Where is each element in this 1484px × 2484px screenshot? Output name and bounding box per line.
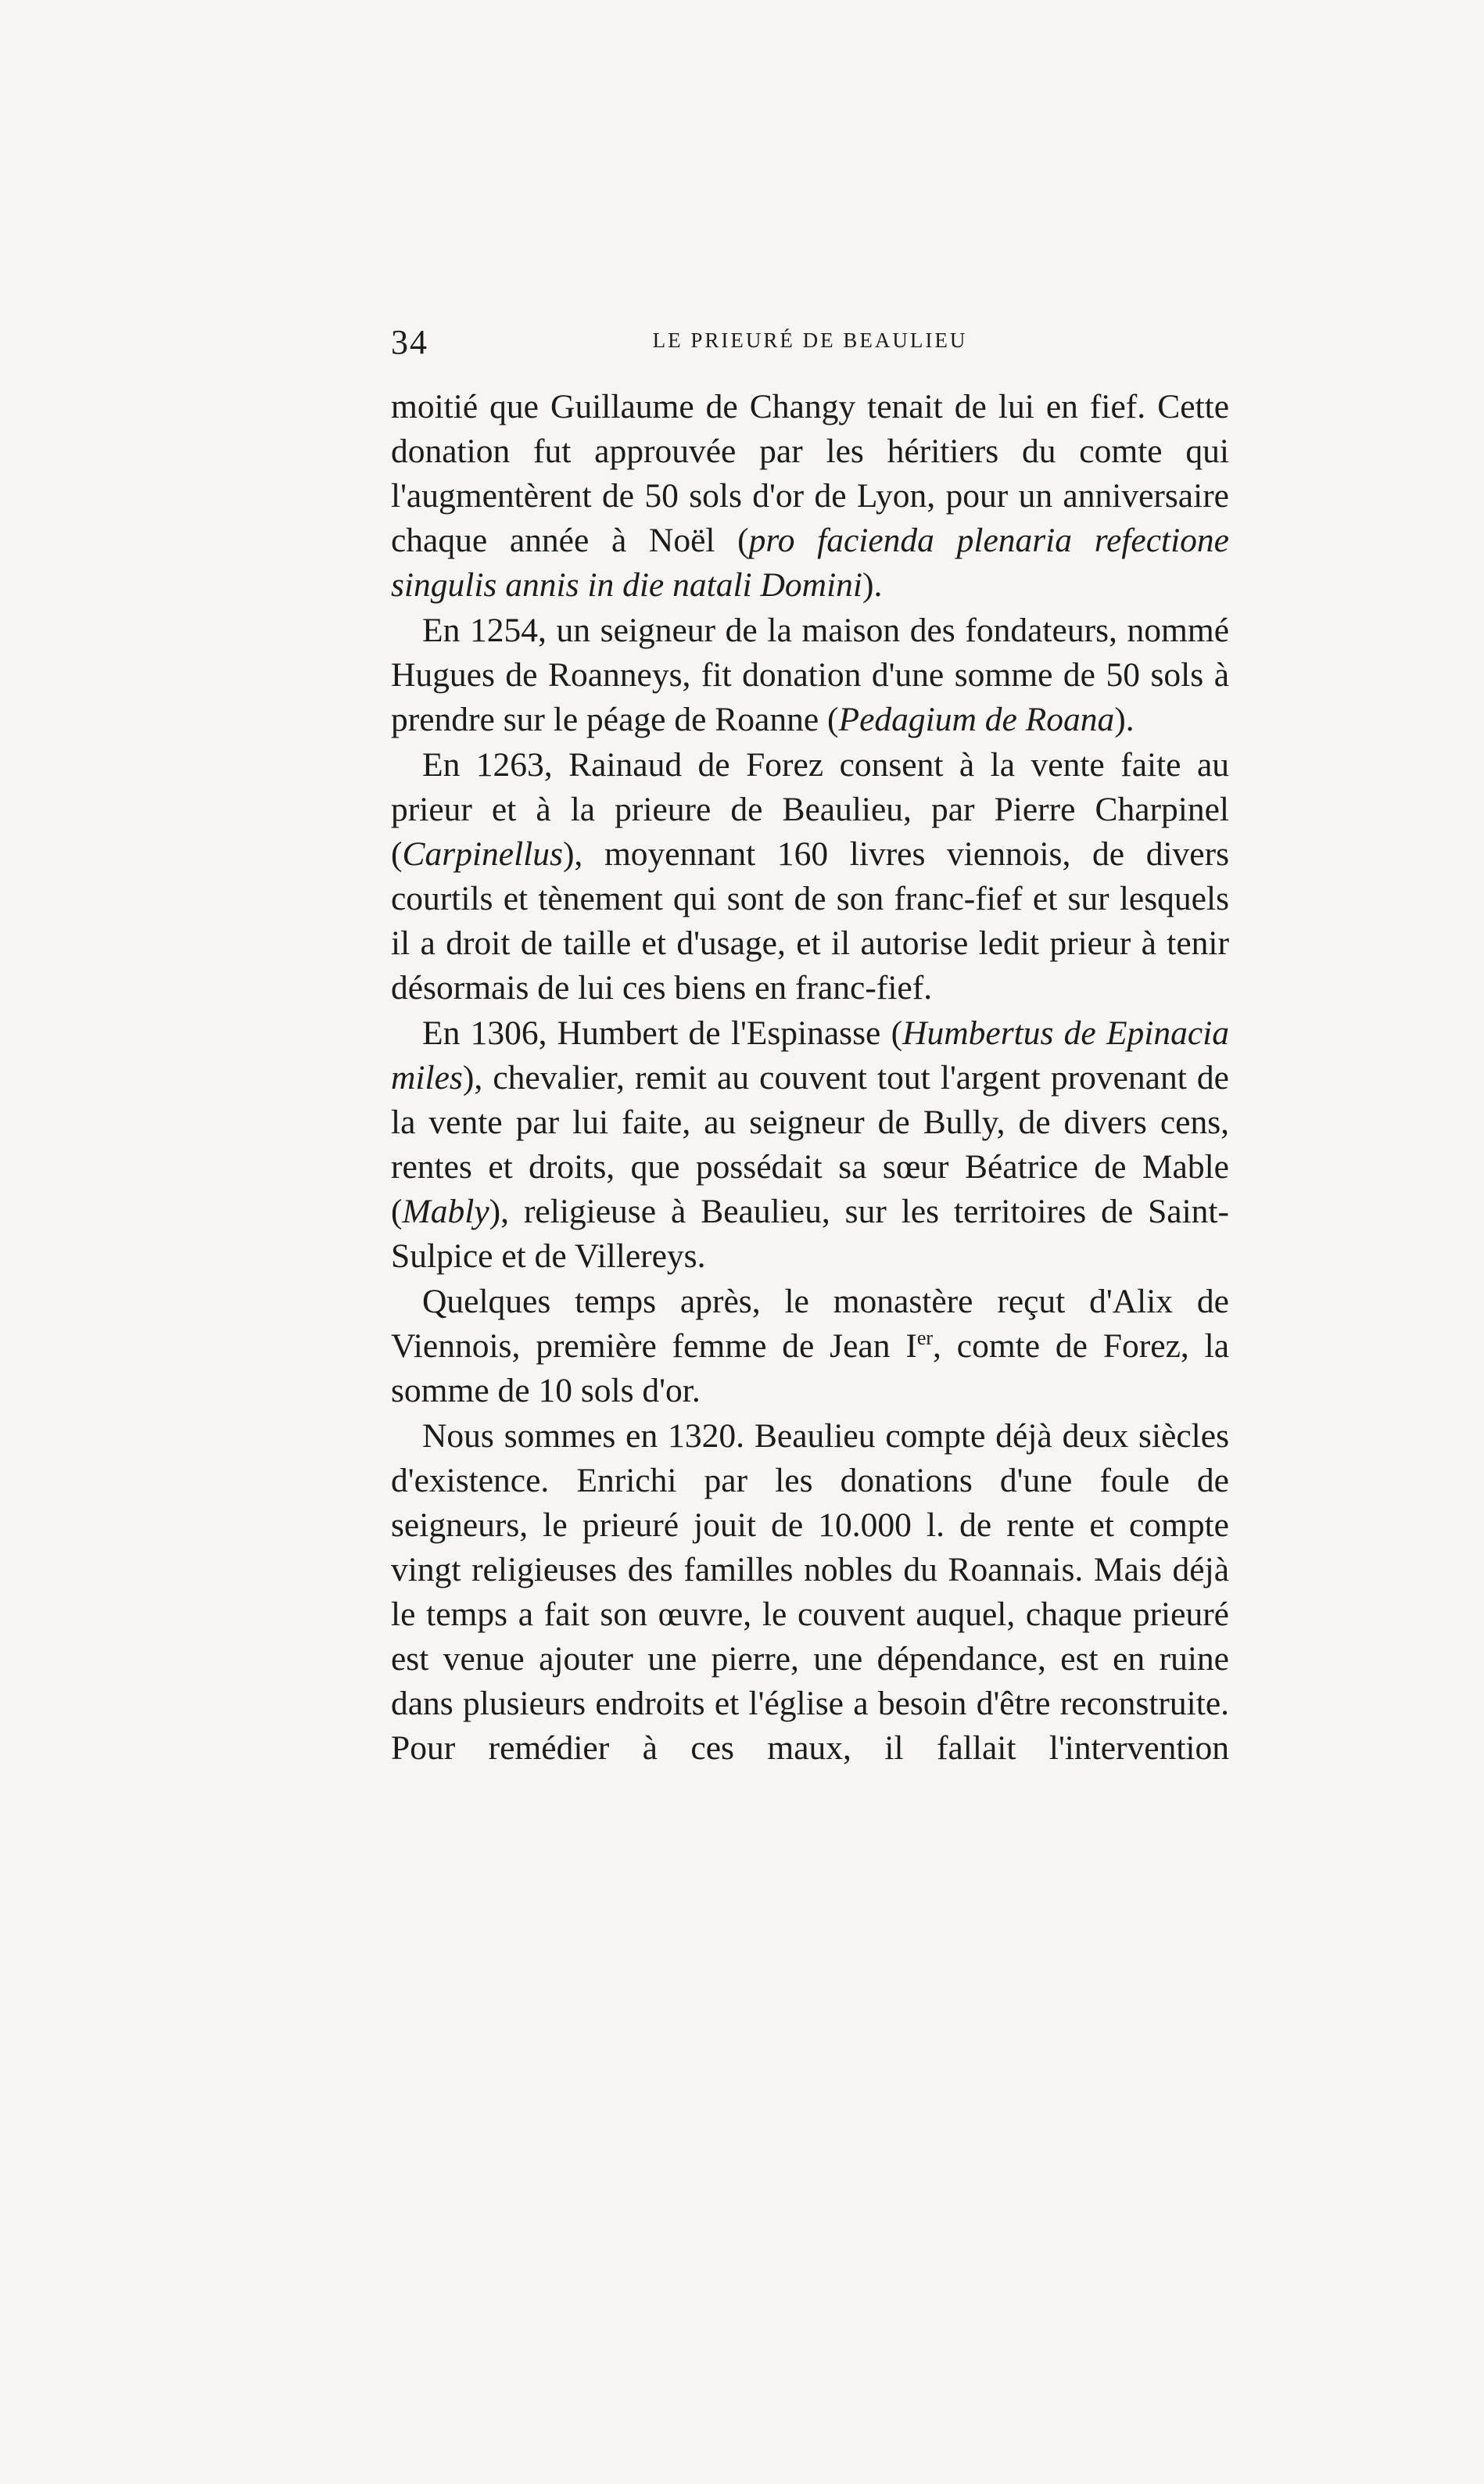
- superscript: er: [916, 1326, 934, 1349]
- text-run: En 1306, Humbert de l'Espinasse (: [422, 1014, 903, 1052]
- text-run: En 1263, Rainaud de Forez consent à la vente faite au prieur et à la prieure de Beaulieu, par Pierre Charpinel (: [391, 746, 1229, 873]
- body-text: [391, 385, 1229, 1771]
- text-run: Quelques temps après, le monastère reçut d'Alix de Viennois, première femme de Jean I: [391, 1283, 1229, 1365]
- page-number: 34: [391, 323, 428, 361]
- text-run: moitié que Guillaume de Changy tenait de lui en fief. Cette donation fut approuvée par les héritiers du comte qui l'augmentèrent de 50 sols d'or de Lyon, pour un anniversaire chaque année à Noël (: [391, 388, 1229, 559]
- text-run: En 1254, un seigneur de la maison des fondateurs, nommé Hugues de Roanneys, fit donation d'une somme de 50 sols à prendre sur le péage de Roanne (: [391, 612, 1229, 738]
- text-run: ), religieuse à Beaulieu, sur les territoires de Saint-Sulpice et de Villereys.: [391, 1193, 1229, 1275]
- running-head: LE PRIEURÉ DE BEAULIEU: [652, 328, 968, 352]
- latin-quote: Pedagium de Roana: [838, 701, 1115, 738]
- latin-quote: Humbertus de Epinacia miles: [391, 1014, 1230, 1097]
- paragraph: [391, 385, 1229, 608]
- text-run: ).: [862, 566, 883, 604]
- paragraph: Nous sommes en 1320. Beaulieu compte déjà deux siècles d'existence. Enrichi par les donations d'une foule de seigneurs, le prieuré jouit de 10.000 l. de rente et compte vingt religieuses des familles nobles du Roannais. Mais déjà le temps a fait son œuvre, le couvent auquel, chaque prieuré est venue ajouter une pierre, une dépendance, est en ruine dans plusieurs endroits et l'église a besoin d'être reconstruite. Pour remédier à ces maux, il fallait l'intervention: [391, 1417, 1229, 1767]
- page-header: [391, 322, 1229, 369]
- latin-quote: Carpinellus: [402, 835, 563, 873]
- paragraph: [391, 1011, 1229, 1279]
- paragraph: [391, 608, 1229, 742]
- paragraph: [391, 1280, 1229, 1413]
- text-run: , comte de Forez, la somme de 10 sols d'or.: [391, 1327, 1230, 1409]
- text-run: ), moyennant 160 livres viennois, de divers courtils et tènement qui sont de son franc-fief et sur lesquels il a droit de taille et d'usage, et il autorise ledit prieur à tenir désormais de lui ces biens en franc-fief.: [391, 835, 1229, 1007]
- latin-quote: pro facienda plenaria refectione singulis annis in die natali Domini: [391, 522, 1229, 604]
- latin-quote: Mably: [402, 1193, 489, 1230]
- text-run: ), chevalier, remit au couvent tout l'argent provenant de la vente par lui faite, au seigneur de Bully, de divers cens, rentes et droits, que possédait sa sœur Béatrice de Mable (: [391, 1059, 1229, 1230]
- text-run: ).: [1114, 701, 1135, 738]
- paragraph: [391, 743, 1229, 1010]
